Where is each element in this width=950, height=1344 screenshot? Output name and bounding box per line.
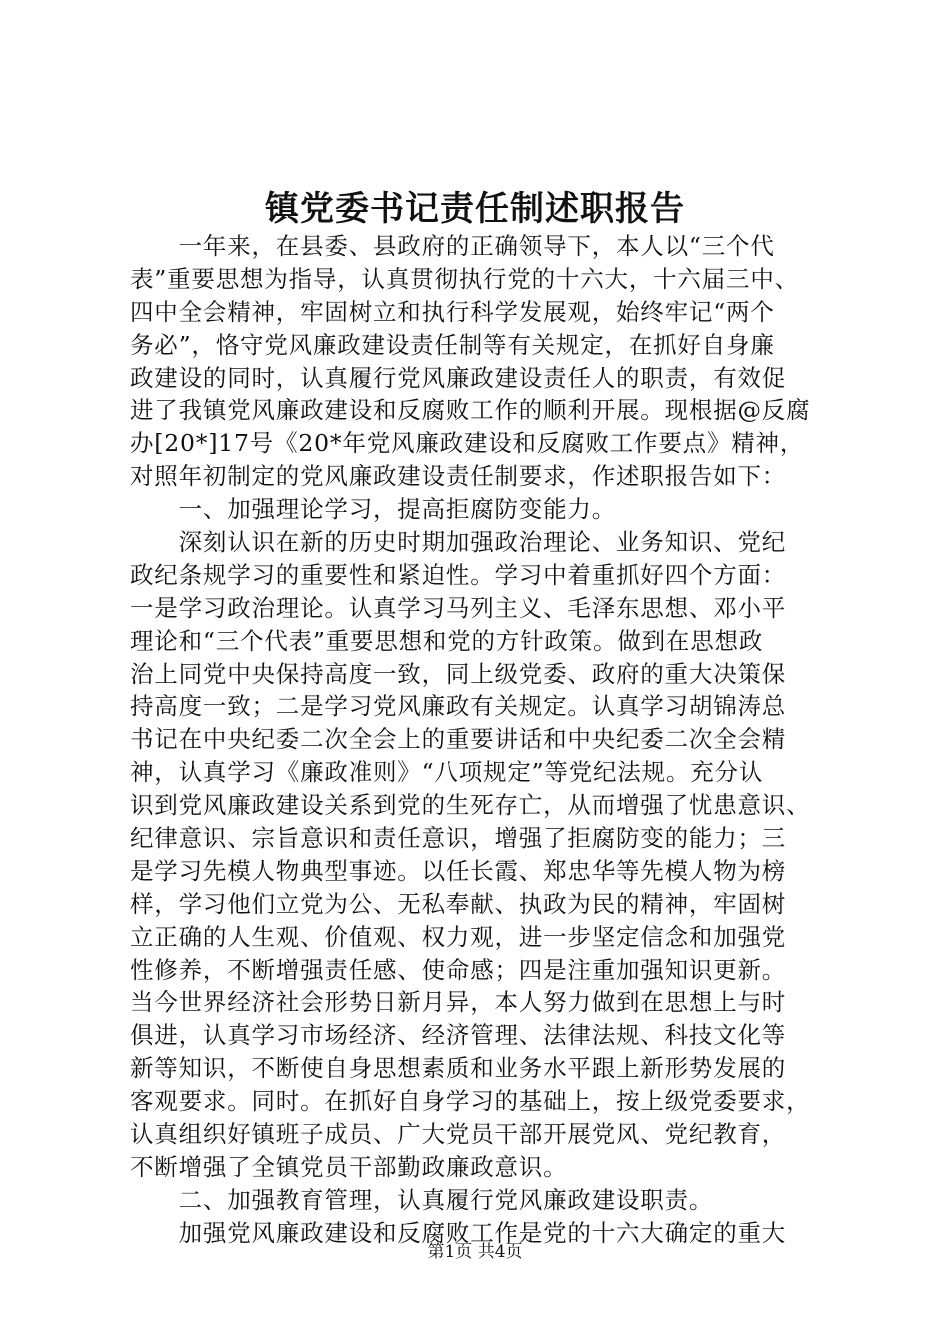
body-line: 加强党风廉政建设和反腐败工作是党的十六大确定的重大	[130, 1218, 787, 1247]
body-line: 当今世界经济社会形势日新月异，本人努力做到在思想上与时	[130, 988, 787, 1017]
body-line: 政纪条规学习的重要性和紧迫性。学习中着重抓好四个方面：	[130, 560, 787, 589]
body-line: 二、加强教育管理，认真履行党风廉政建设职责。	[130, 1185, 714, 1214]
body-line: 神，认真学习《廉政准则》“八项规定”等党纪法规。充分认	[130, 758, 764, 787]
body-line: 持高度一致；二是学习党风廉政有关规定。认真学习胡锦涛总	[130, 692, 787, 721]
body-line: 政建设的同时，认真履行党风廉政建设责任人的职责，有效促	[130, 363, 787, 392]
body-line: 纪律意识、宗旨意识和责任意识，增强了拒腐防变的能力；三	[130, 824, 787, 853]
body-line: 理论和“三个代表”重要思想和党的方针政策。做到在思想政	[130, 626, 764, 655]
body-line: 俱进，认真学习市场经济、经济管理、法律法规、科技文化等	[130, 1021, 787, 1050]
body-line: 一是学习政治理论。认真学习马列主义、毛泽东思想、邓小平	[130, 593, 787, 622]
body-line: 治上同党中央保持高度一致，同上级党委、政府的重大决策保	[130, 659, 787, 688]
body-line: 办[20*]17号《20*年党风廉政建设和反腐败工作要点》精神，	[130, 429, 805, 458]
body-line: 对照年初制定的党风廉政建设责任制要求，作述职报告如下：	[130, 462, 787, 491]
body-line: 不断增强了全镇党员干部勤政廉政意识。	[130, 1152, 568, 1181]
body-line: 立正确的人生观、价值观、权力观，进一步坚定信念和加强党	[130, 922, 787, 951]
body-line: 书记在中央纪委二次全会上的重要讲话和中央纪委二次全会精	[130, 725, 787, 754]
page-footer: 第1页 共4页	[427, 1242, 523, 1262]
body-line: 认真组织好镇班子成员、广大党员干部开展党风、党纪教育，	[130, 1120, 787, 1149]
document-body	[130, 230, 830, 1250]
body-line: 一年来，在县委、县政府的正确领导下，本人以“三个代	[130, 232, 775, 260]
body-line: 四中全会精神，牢固树立和执行科学发展观，始终牢记“两个	[130, 297, 775, 326]
body-line: 表”重要思想为指导，认真贯彻执行党的十六大，十六届三中、	[130, 264, 799, 293]
body-line: 深刻认识在新的历史时期加强政治理论、业务知识、党纪	[130, 528, 787, 557]
body-line: 性修养，不断增强责任感、使命感；四是注重加强知识更新。	[130, 955, 787, 984]
document-title: 镇党委书记责任制述职报告	[265, 189, 685, 229]
body-line: 样，学习他们立党为公、无私奉献、执政为民的精神，牢固树	[130, 889, 787, 918]
body-line: 新等知识，不断使自身思想素质和业务水平跟上新形势发展的	[130, 1054, 787, 1083]
body-line: 识到党风廉政建设关系到党的生死存亡，从而增强了忧患意识、	[130, 791, 811, 820]
body-line: 务必”，恪守党风廉政建设责任制等有关规定，在抓好自身廉	[130, 330, 775, 359]
body-line: 是学习先模人物典型事迹。以任长霞、郑忠华等先模人物为榜	[130, 856, 787, 885]
body-line: 一、加强理论学习，提高拒腐防变能力。	[130, 495, 616, 524]
body-line: 客观要求。同时。在抓好自身学习的基础上，按上级党委要求，	[130, 1087, 811, 1116]
body-line: 进了我镇党风廉政建设和反腐败工作的顺利开展。现根据@反腐	[130, 396, 811, 425]
